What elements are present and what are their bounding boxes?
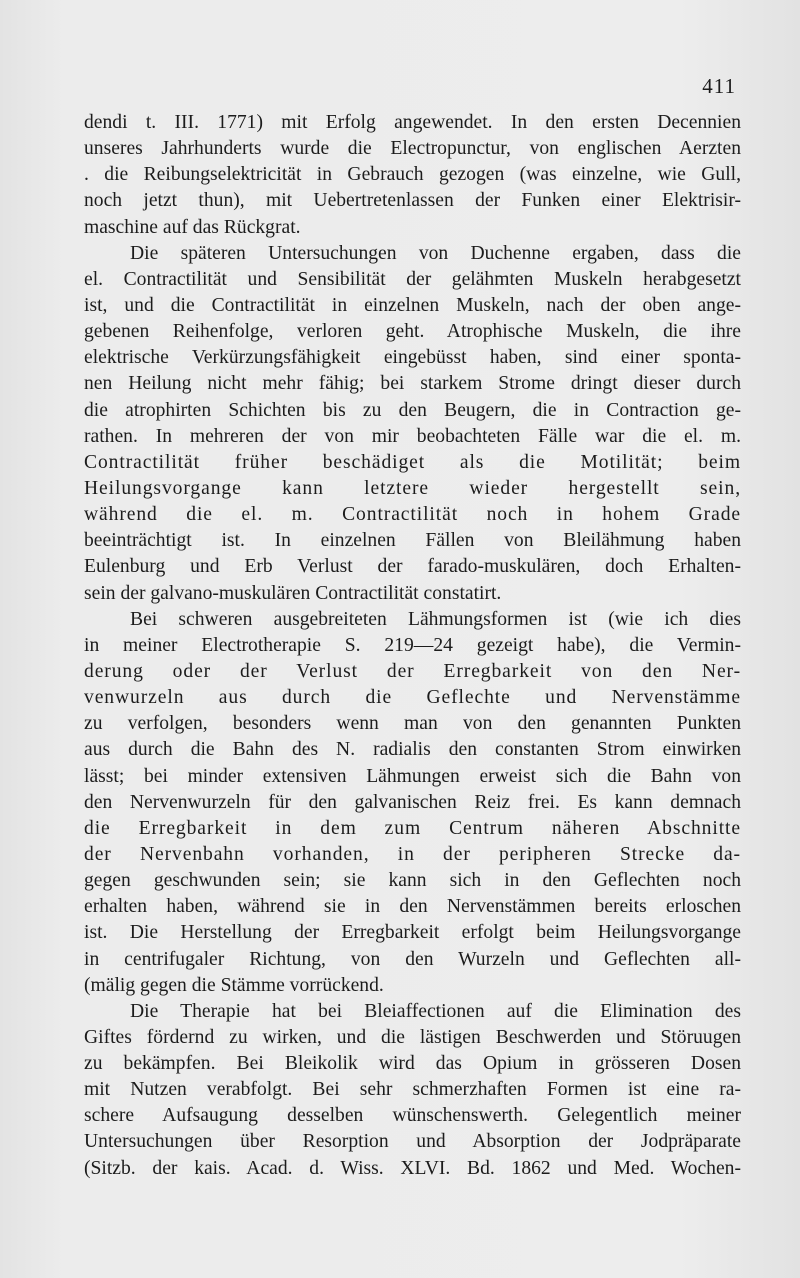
text-line: der Nervenbahn vorhanden, in der peripheren Strecke da- xyxy=(84,843,741,865)
text-line: ist, und die Contractilität in einzelnen Muskeln, nach der oben ange- xyxy=(84,294,741,316)
text-line: Die Therapie hat bei Bleiaffectionen auf die Elimination des xyxy=(130,1000,741,1022)
text-line: dendi t. III. 1771) mit Erfolg angewendet. In den ersten Decennien xyxy=(84,112,741,133)
text-line: schere Aufsaugung desselben wünschenswerth. Gelegentlich meiner xyxy=(84,1105,741,1127)
text-line: (mälig gegen die Stämme vorrückend. xyxy=(84,974,384,996)
text-line: Bei schweren ausgebreiteten Lähmungsformen ist (wie ich dies xyxy=(130,608,741,630)
body-text xyxy=(84,110,741,1182)
text-line: elektrische Verkürzungsfähigkeit eingebüsst haben, sind einer sponta- xyxy=(84,347,741,369)
text-line: el. Contractilität und Sensibilität der gelähmten Muskeln herabgesetzt xyxy=(84,268,741,290)
text-line: Contractilität früher beschädiget als die Motilität; beim xyxy=(84,451,741,473)
text-line: in centrifugaler Richtung, von den Wurzeln und Geflechten all- xyxy=(84,948,741,970)
text-line: in meiner Electrotherapie S. 219—24 gezeigt habe), die Vermin- xyxy=(84,634,741,656)
text-line: (Sitzb. der kais. Acad. d. Wiss. XLVI. Bd. 1862 und Med. Wochen- xyxy=(84,1157,741,1179)
text-line: während die el. m. Contractilität noch in hohem Grade xyxy=(84,504,741,526)
text-line: erhalten haben, während sie in den Nervenstämmen bereits erloschen xyxy=(84,896,741,918)
text-line: die atrophirten Schichten bis zu den Beugern, die in Contraction ge- xyxy=(84,399,741,421)
text-line: beeinträchtigt ist. In einzelnen Fällen von Bleilähmung haben xyxy=(84,530,741,552)
text-line: Heilungsvorgange kann letztere wieder hergestellt sein, xyxy=(84,477,741,499)
text-line: nen Heilung nicht mehr fähig; bei starkem Strome dringt dieser durch xyxy=(84,373,741,395)
text-line: aus durch die Bahn des N. radialis den constanten Strom einwirken xyxy=(84,739,741,761)
text-line: Giftes fördernd zu wirken, und die lästigen Beschwerden und Störuugen xyxy=(84,1026,741,1048)
text-line: gegen geschwunden sein; sie kann sich in den Geflechten noch xyxy=(84,870,741,892)
text-line: die Erregbarkeit in dem zum Centrum näheren Abschnitte xyxy=(84,817,741,839)
text-line: rathen. In mehreren der von mir beobachteten Fälle war die el. m. xyxy=(84,425,741,447)
text-line: zu verfolgen, besonders wenn man von den genannten Punkten xyxy=(84,713,741,735)
text-line: venwurzeln aus durch die Geflechte und Nervenstämme xyxy=(84,687,741,709)
text-line: sein der galvano-muskulären Contractilität constatirt. xyxy=(84,582,502,604)
text-line: den Nervenwurzeln für den galvanischen Reiz frei. Es kann demnach xyxy=(84,791,741,813)
text-line: noch jetzt thun), mit Uebertretenlassen der Funken einer Elektrisir- xyxy=(84,190,741,212)
text-line: . die Reibungselektricität in Gebrauch gezogen (was einzelne, wie Gull, xyxy=(84,164,741,186)
text-line: Eulenburg und Erb Verlust der farado-muskulären, doch Erhalten- xyxy=(84,556,741,578)
text-line: Untersuchungen über Resorption und Absorption der Jodpräparate xyxy=(84,1131,741,1153)
text-line: zu bekämpfen. Bei Bleikolik wird das Opium in grösseren Dosen xyxy=(84,1053,741,1075)
text-line: maschine auf das Rückgrat. xyxy=(84,216,301,238)
text-line: mit Nutzen verabfolgt. Bei sehr schmerzhaften Formen ist eine ra- xyxy=(84,1079,741,1101)
page-number: 411 xyxy=(702,74,736,98)
text-line: ist. Die Herstellung der Erregbarkeit erfolgt beim Heilungsvorgange xyxy=(84,922,741,944)
text-line: Die späteren Untersuchungen von Duchenne ergaben, dass die xyxy=(130,242,741,264)
text-line: derung oder der Verlust der Erregbarkeit von den Ner- xyxy=(84,660,741,682)
text-line: lässt; bei minder extensiven Lähmungen erweist sich die Bahn von xyxy=(84,765,741,787)
text-line: unseres Jahrhunderts wurde die Electropunctur, von englischen Aerzten xyxy=(84,138,741,160)
text-line: gebenen Reihenfolge, verloren geht. Atrophische Muskeln, die ihre xyxy=(84,321,741,343)
